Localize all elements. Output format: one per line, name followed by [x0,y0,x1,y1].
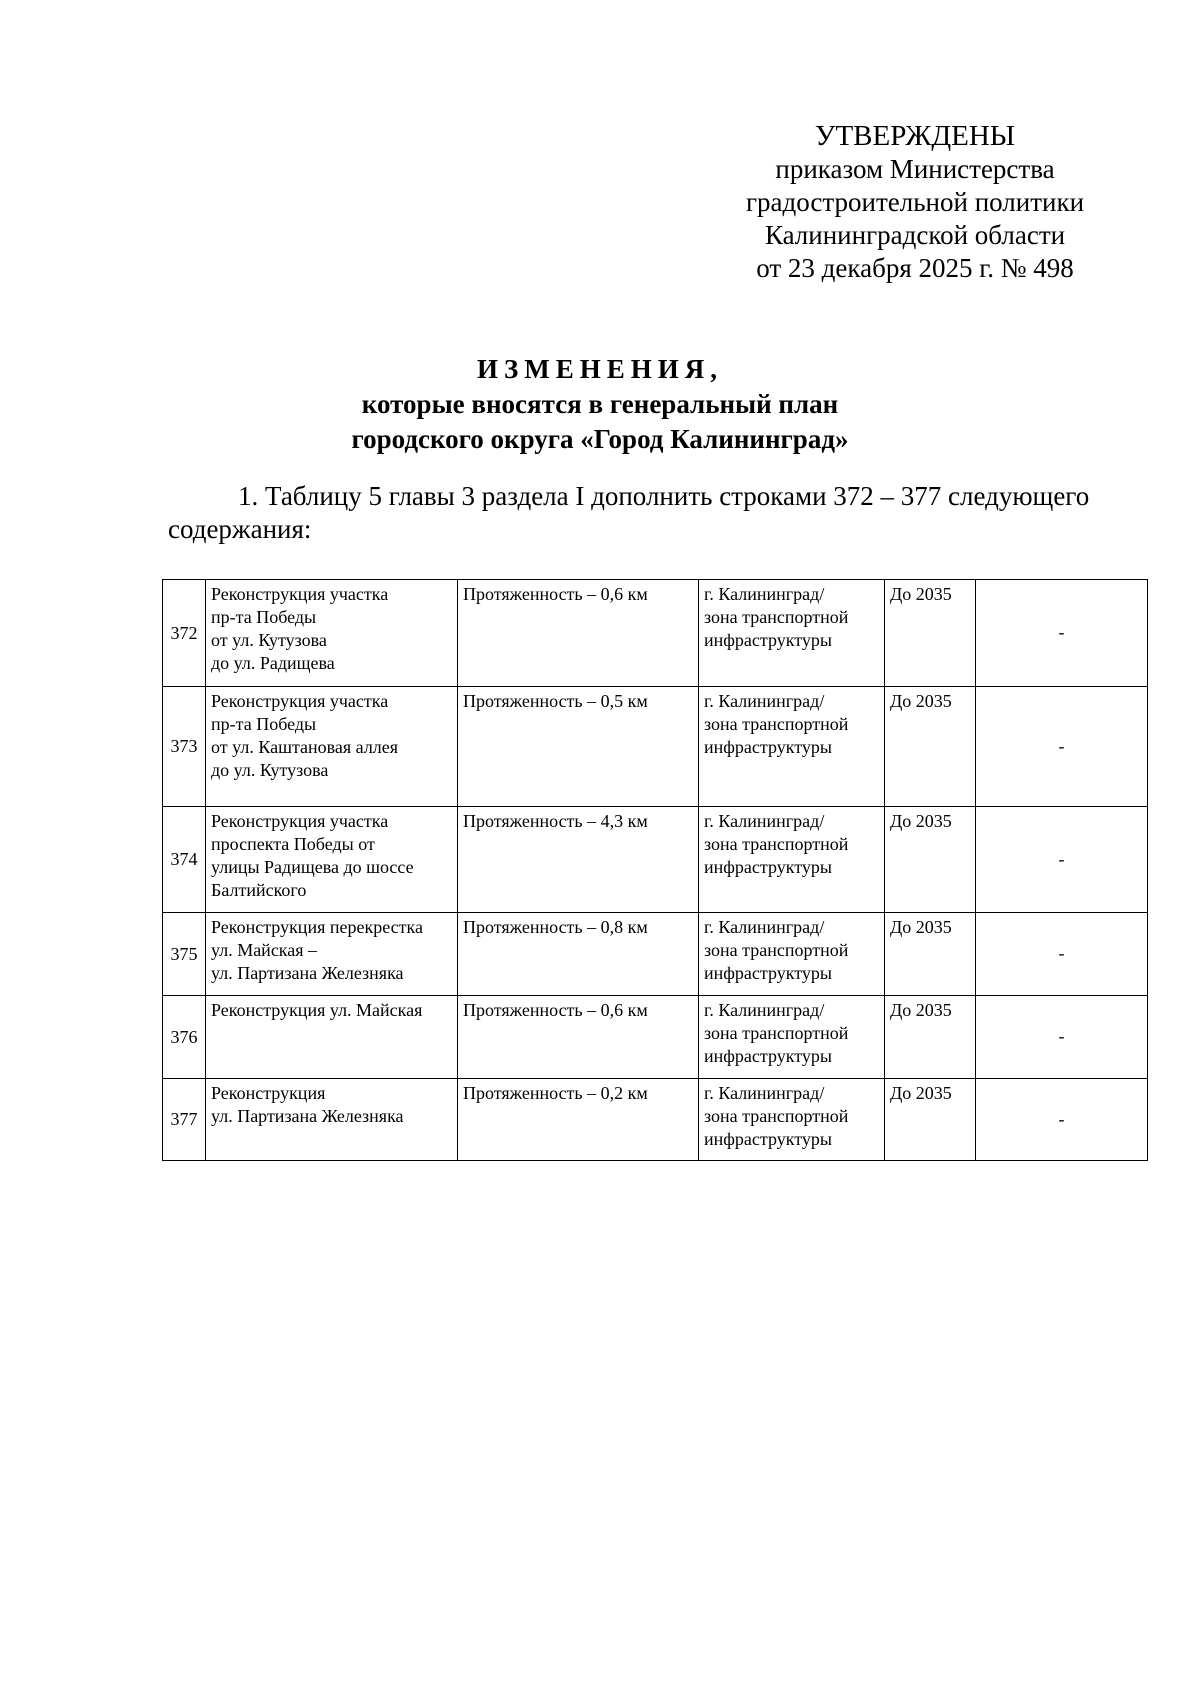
object-location: г. Калининград/ зона транспортной инфраструктуры [699,687,885,807]
object-location: г. Калининград/ зона транспортной инфраструктуры [699,913,885,996]
object-note: - [976,913,1148,996]
approval-stamp [700,120,1130,285]
approval-line: приказом Министерства [775,154,1055,184]
table-row [163,913,1148,996]
approval-date-line: от 23 декабря 2025 г. № 498 [756,253,1074,283]
intro-paragraph [168,480,1148,546]
object-name: Реконструкция участка проспекта Победы от улицы Радищева до шоссе Балтийского [206,807,458,913]
object-name: Реконструкция ул. Майская [206,996,458,1079]
row-number: 374 [163,807,206,913]
approval-line: Калининградской области [764,220,1066,250]
object-term: До 2035 [885,687,976,807]
table-row [163,580,1148,687]
object-name: Реконструкция участка пр-та Победы от ул. Кутузова до ул. Радищева [206,580,458,687]
table-row [163,996,1148,1079]
approval-line: градостроительной политики [745,187,1085,217]
object-name: Реконструкция участка пр-та Победы от ул. Каштановая аллея до ул. Кутузова [206,687,458,807]
document-subtitle-line: городского округа «Город Калининград» [351,424,849,454]
object-term: До 2035 [885,580,976,687]
object-note: - [976,580,1148,687]
row-number: 372 [163,580,206,687]
object-name: Реконструкция ул. Партизана Железняка [206,1079,458,1161]
object-location: г. Калининград/ зона транспортной инфраструктуры [699,580,885,687]
object-name: Реконструкция перекрестка ул. Майская – ул. Партизана Железняка [206,913,458,996]
table-row [163,807,1148,913]
object-note: - [976,996,1148,1079]
row-number: 376 [163,996,206,1079]
object-note: - [976,1079,1148,1161]
object-note: - [976,807,1148,913]
object-length: Протяженность – 4,3 км [458,807,699,913]
object-location: г. Калининград/ зона транспортной инфраструктуры [699,996,885,1079]
table-row [163,687,1148,807]
object-location: г. Калининград/ зона транспортной инфраструктуры [699,1079,885,1161]
object-length: Протяженность – 0,5 км [458,687,699,807]
object-length: Протяженность – 0,2 км [458,1079,699,1161]
document-title: ИЗМЕНЕНИЯ, [476,354,723,384]
row-number: 373 [163,687,206,807]
object-term: До 2035 [885,996,976,1079]
table-row [163,1079,1148,1161]
row-number: 377 [163,1079,206,1161]
object-length: Протяженность – 0,8 км [458,913,699,996]
row-number: 375 [163,913,206,996]
object-term: До 2035 [885,807,976,913]
object-term: До 2035 [885,913,976,996]
intro-line: содержания: [168,514,312,544]
amendments-table [162,579,1148,1161]
approval-title: УТВЕРЖДЕНЫ [814,120,1016,152]
object-length: Протяженность – 0,6 км [458,580,699,687]
object-term: До 2035 [885,1079,976,1161]
object-location: г. Калининград/ зона транспортной инфраструктуры [699,807,885,913]
intro-line: 1. Таблицу 5 главы 3 раздела I дополнить строками 372 – 377 следующего [238,481,1090,511]
object-length: Протяженность – 0,6 км [458,996,699,1079]
document-heading [150,352,1050,457]
object-note: - [976,687,1148,807]
document-subtitle-line: которые вносятся в генеральный план [361,389,839,419]
